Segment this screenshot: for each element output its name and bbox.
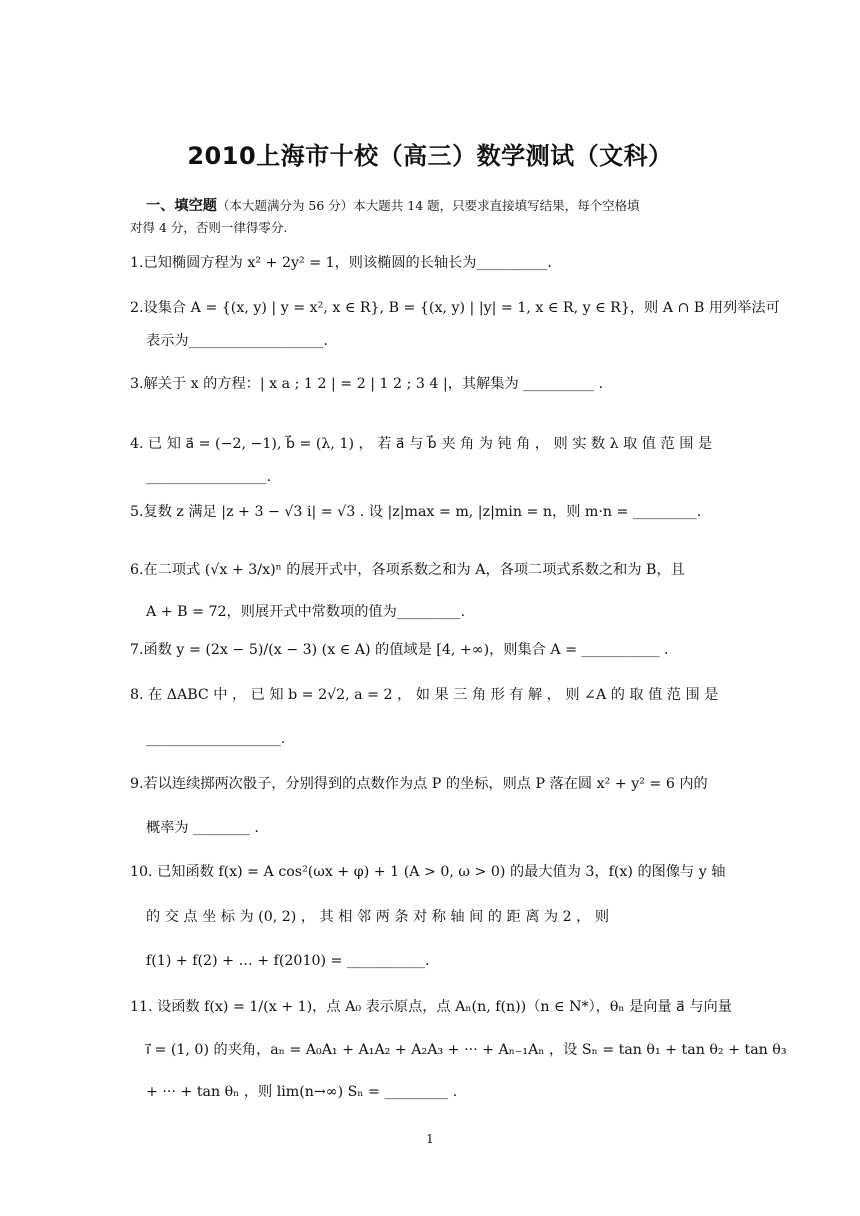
section-note-continued: 对得 4 分，否则一律得零分. xyxy=(130,220,288,235)
question-5: 5.复数 z 满足 |z + 3 − √3 i| = √3 . 设 |z|max = m, |z|min = n，则 m·n = _________. xyxy=(130,504,702,520)
question-11: 11. 设函数 f(x) = 1/(x + 1)，点 A₀ 表示原点，点 Aₙ(n, f(n))（n ∈ N*），θₙ 是向量 a⃗ 与向量 xyxy=(130,999,732,1015)
question-9-continued: 概率为 ________ . xyxy=(146,820,259,836)
question-10: 10. 已知函数 f(x) = A cos²(ωx + φ) + 1 (A > 0, ω > 0) 的最大值为 3，f(x) 的图像与 y 轴 xyxy=(130,864,726,880)
question-9: 9.若以连续掷两次骰子，分别得到的点数作为点 P 的坐标，则点 P 落在圆 x² + y² = 6 内的 xyxy=(130,776,708,792)
question-10-continued-2: f(1) + f(2) + … + f(2010) = ___________. xyxy=(146,953,430,969)
section-heading: 一、填空题 xyxy=(146,198,217,214)
section-intro xyxy=(146,196,746,216)
question-4-continued: _________________. xyxy=(146,469,272,485)
section-note: （本大题满分为 56 分）本大题共 14 题，只要求直接填写结果，每个空格填 xyxy=(216,198,640,213)
question-6: 6.在二项式 (√x + 3/x)ⁿ 的展开式中，各项系数之和为 A，各项二项式系数之和为 B，且 xyxy=(130,562,685,578)
question-2: 2.设集合 A = {(x, y) | y = x², x ∈ R}, B = {(x, y) | |y| = 1, x ∈ R, y ∈ R}，则 A ∩ B 用列举法可 xyxy=(130,300,780,316)
question-4: 4. 已 知 a⃗ = (−2, −1), b⃗ = (λ, 1) ， 若 a⃗ 与 b⃗ 夹 角 为 钝 角 ， 则 实 数 λ 取 值 范 围 是 xyxy=(130,436,713,452)
question-2-continued: 表示为___________________. xyxy=(146,333,328,349)
question-7: 7.函数 y = (2x − 5)/(x − 3) (x ∈ A) 的值域是 [4, +∞)，则集合 A = ___________ . xyxy=(130,642,669,658)
question-6-continued: A + B = 72，则展开式中常数项的值为_________. xyxy=(146,604,466,620)
question-8: 8. 在 ΔABC 中 ， 已 知 b = 2√2, a = 2 ， 如 果 三 角 形 有 解 ， 则 ∠A 的 取 值 范 围 是 xyxy=(130,687,719,703)
question-3: 3.解关于 x 的方程：| x a ; 1 2 | = 2 | 1 2 ; 3 4 |，其解集为 __________ . xyxy=(130,376,604,392)
question-8-continued: ___________________. xyxy=(146,731,286,747)
question-1: 1.已知椭圆方程为 x² + 2y² = 1，则该椭圆的长轴长为__________. xyxy=(130,255,552,271)
question-11-continued-2: + ··· + tan θₙ ，则 lim(n→∞) Sₙ = _________ . xyxy=(146,1084,458,1100)
page-title: 2010上海市十校（高三）数学测试（文科） xyxy=(187,142,673,170)
question-10-continued-1: 的 交 点 坐 标 为 (0, 2) ， 其 相 邻 两 条 对 称 轴 间 的 距 离 为 2 ， 则 xyxy=(146,909,610,925)
page-number: 1 xyxy=(426,1132,434,1146)
question-11-continued-1: i⃗ = (1, 0) 的夹角，aₙ = A₀A₁ + A₁A₂ + A₂A₃ + ··· + Aₙ₋₁Aₙ ，设 Sₙ = tan θ₁ + tan θ₂ + tan θ₃ xyxy=(146,1042,787,1058)
